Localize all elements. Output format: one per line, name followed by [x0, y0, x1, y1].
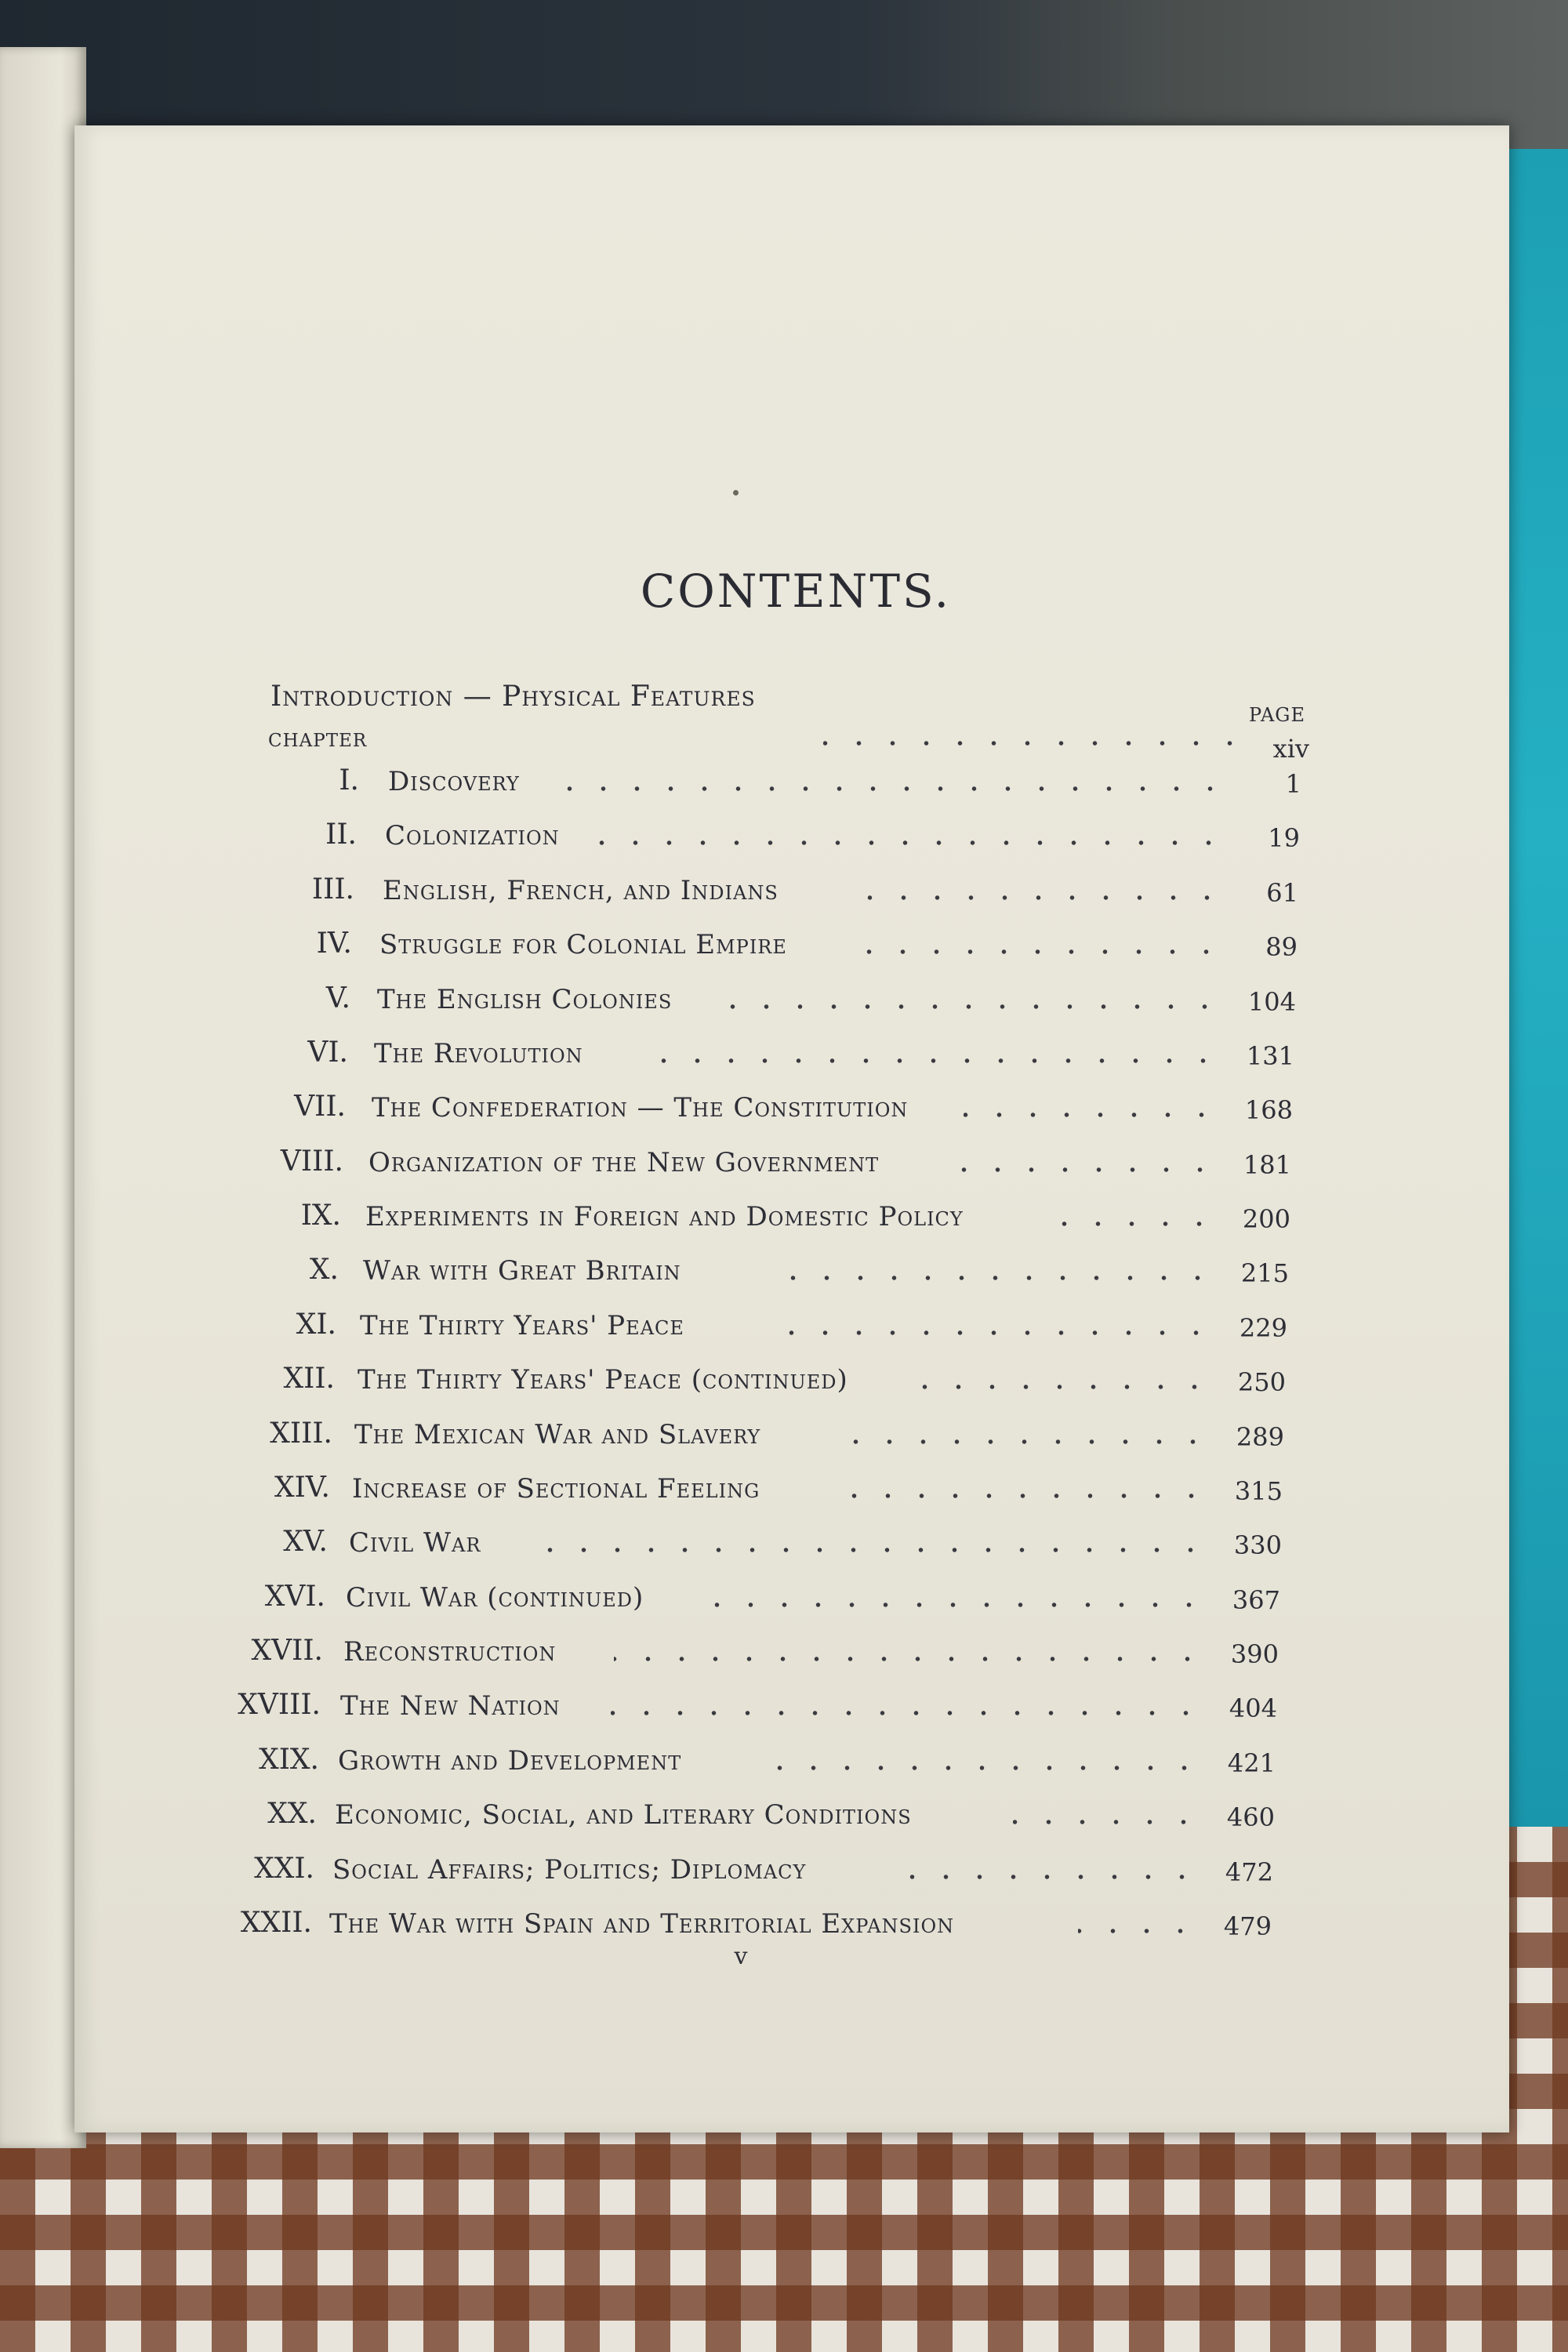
- chapter-number: XI.: [296, 1308, 336, 1341]
- chapter-page: 390: [1230, 1639, 1279, 1669]
- chapter-number: III.: [311, 873, 354, 906]
- chapter-number: IX.: [300, 1200, 341, 1232]
- chapter-number: XVIII.: [238, 1689, 321, 1721]
- leader-dots: [614, 1657, 1204, 1661]
- chapter-title: The Confederation — The Constitution: [372, 1092, 909, 1123]
- leader-dots: [844, 1439, 1210, 1444]
- leader-dots: [838, 949, 1223, 954]
- chapter-page: 131: [1246, 1041, 1294, 1071]
- leader-dots: [593, 840, 1225, 845]
- chapter-number: V.: [325, 982, 350, 1014]
- chapter-number: XXI.: [254, 1853, 314, 1885]
- chapter-number: VII.: [294, 1091, 346, 1123]
- chapter-page: 1: [1285, 769, 1301, 799]
- leader-dots: [695, 1602, 1206, 1607]
- chapter-column-heading: CHAPTER: [268, 731, 368, 751]
- chapter-number: IV.: [316, 927, 352, 960]
- chapter-title: The English Colonies: [377, 984, 673, 1015]
- chapter-page: 472: [1225, 1857, 1273, 1887]
- contents-title: CONTENTS.: [640, 564, 952, 618]
- chapter-title: The Mexican War and Slavery: [354, 1419, 761, 1450]
- chapter-number: XII.: [283, 1363, 335, 1395]
- chapter-number: XX.: [267, 1798, 317, 1830]
- leader-dots: [918, 1385, 1211, 1389]
- chapter-title: Organization of the New Government: [368, 1147, 880, 1178]
- intro-leader-dots: [823, 741, 1247, 746]
- chapter-number: XIV.: [274, 1472, 330, 1504]
- chapter-number: XIX.: [259, 1744, 319, 1776]
- chapter-page: 330: [1233, 1530, 1282, 1560]
- leader-dots: [637, 1058, 1220, 1063]
- chapter-page: 367: [1232, 1585, 1280, 1615]
- leader-dots: [964, 1112, 1218, 1117]
- leader-dots: [557, 786, 1227, 791]
- chapter-title: English, French, and Indians: [383, 875, 779, 906]
- chapter-page: 404: [1229, 1693, 1277, 1723]
- book-page: [74, 125, 1509, 2132]
- chapter-page: 89: [1265, 932, 1298, 962]
- leader-dots: [960, 1167, 1217, 1172]
- leader-dots: [1013, 1820, 1200, 1824]
- chapter-title: The Thirty Years' Peace (continued): [358, 1364, 848, 1396]
- chapter-title: Civil War (continued): [346, 1582, 644, 1613]
- chapter-number: XXII.: [240, 1907, 312, 1939]
- chapter-title: Discovery: [388, 766, 520, 797]
- chapter-number: VI.: [307, 1036, 348, 1069]
- chapter-page: 168: [1244, 1095, 1293, 1125]
- chapter-title: War with Great Britain: [363, 1255, 681, 1287]
- chapter-page: 479: [1223, 1911, 1272, 1941]
- leader-dots: [834, 1494, 1208, 1498]
- chapter-page: 19: [1268, 823, 1300, 853]
- chapter-number: II.: [325, 818, 357, 851]
- page-blemish: [733, 490, 739, 495]
- chapter-number: XVI.: [264, 1581, 325, 1613]
- leader-dots: [525, 1548, 1207, 1552]
- chapter-title: Struggle for Colonial Empire: [379, 929, 787, 960]
- chapter-number: VIII.: [280, 1145, 343, 1178]
- leader-dots: [901, 1875, 1199, 1879]
- chapter-number: XVII.: [251, 1635, 323, 1667]
- chapter-title: Increase of Sectional Feeling: [352, 1473, 760, 1504]
- chapter-page: 460: [1226, 1802, 1275, 1832]
- leader-dots: [611, 1711, 1203, 1715]
- chapter-page: 215: [1240, 1258, 1289, 1288]
- chapter-page: 315: [1234, 1476, 1283, 1506]
- chapter-title: The Thirty Years' Peace: [360, 1310, 684, 1341]
- chapter-page: 181: [1243, 1150, 1291, 1180]
- chapter-page: 200: [1242, 1204, 1290, 1234]
- chapter-page: 229: [1239, 1313, 1287, 1343]
- chapter-number: I.: [339, 764, 359, 797]
- chapter-page: 104: [1247, 987, 1296, 1017]
- chapter-page: 421: [1227, 1748, 1276, 1778]
- left-page-edge: [0, 47, 86, 2148]
- chapter-page: 250: [1237, 1367, 1286, 1397]
- chapter-page: 61: [1266, 878, 1298, 908]
- leader-dots: [764, 1330, 1213, 1335]
- chapter-number: X.: [309, 1254, 339, 1286]
- chapter-number: XV.: [283, 1526, 328, 1558]
- chapter-title: Reconstruction: [343, 1636, 557, 1668]
- leader-dots: [1078, 1929, 1197, 1933]
- chapter-title: Civil War: [349, 1527, 481, 1559]
- leader-dots: [767, 1276, 1214, 1280]
- leader-dots: [757, 1766, 1201, 1770]
- chapter-title: Social Affairs; Politics; Diplomacy: [332, 1854, 807, 1886]
- leader-dots: [726, 1004, 1221, 1009]
- chapter-title: Economic, Social, and Literary Conditions: [335, 1799, 912, 1831]
- leader-dots: [1051, 1221, 1216, 1226]
- chapter-title: The War with Spain and Territorial Expansion: [329, 1908, 955, 1940]
- chapter-title: Experiments in Foreign and Domestic Policy: [365, 1201, 964, 1232]
- introduction-label: Introduction — Physical Features: [270, 681, 756, 713]
- leader-dots: [841, 895, 1224, 900]
- chapter-title: Growth and Development: [338, 1745, 682, 1777]
- chapter-number: XIII.: [270, 1417, 332, 1450]
- chapter-title: The Revolution: [374, 1038, 583, 1069]
- chapter-title: The New Nation: [340, 1690, 561, 1722]
- chapter-page: 289: [1236, 1422, 1284, 1452]
- introduction-page: xiv: [1272, 734, 1309, 764]
- chapter-title: Colonization: [385, 820, 560, 851]
- page-folio: v: [734, 1943, 748, 1970]
- page-column-heading: PAGE: [1249, 704, 1305, 726]
